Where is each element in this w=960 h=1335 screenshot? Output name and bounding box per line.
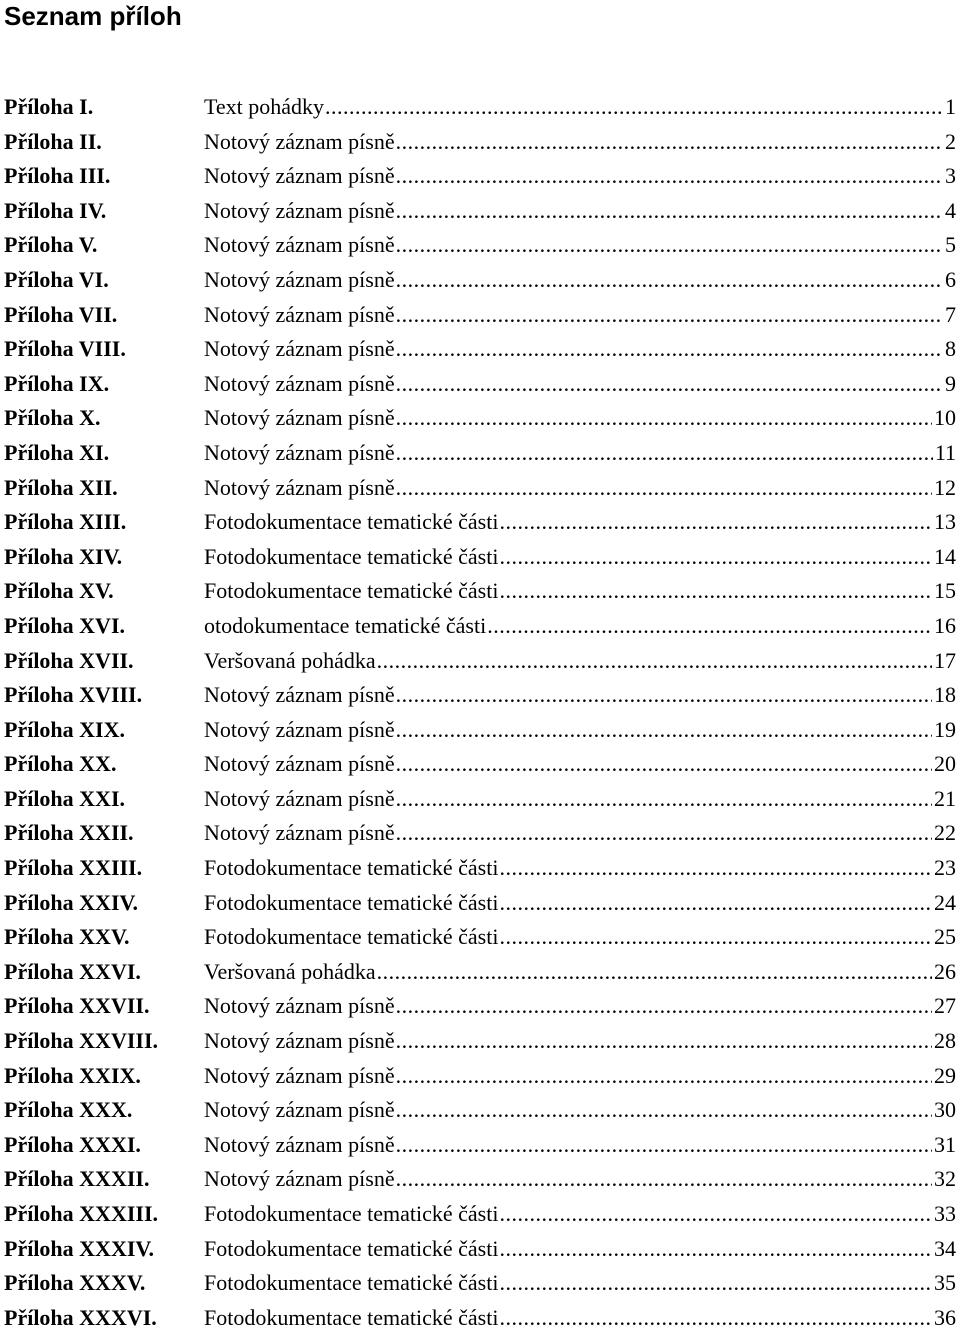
- dot-leader: [396, 298, 943, 333]
- appendix-label: Příloha VII.: [4, 301, 118, 327]
- dot-leader: [396, 782, 932, 817]
- appendix-title: otodokumentace tematické části: [204, 612, 487, 638]
- appendix-label: Příloha VIII.: [4, 336, 126, 362]
- appendix-page-number: 14: [934, 543, 956, 569]
- appendix-label: Příloha XXIV.: [4, 889, 139, 915]
- dot-leader: [499, 1197, 932, 1232]
- appendix-label: Příloha XXVIII.: [4, 1028, 159, 1054]
- appendix-label: Příloha XXVI.: [4, 958, 141, 984]
- appendix-entry: [4, 90, 956, 125]
- appendix-page-number: 11: [934, 439, 956, 465]
- dot-leader: [325, 90, 943, 125]
- appendix-entry: [4, 1024, 956, 1059]
- dot-leader: [377, 644, 932, 679]
- appendix-label: Příloha XXXV.: [4, 1270, 146, 1296]
- appendix-page-number: 27: [934, 993, 956, 1019]
- appendix-title: Notový záznam písně: [204, 336, 395, 362]
- dot-leader: [499, 1301, 932, 1335]
- appendix-entry: [4, 1301, 956, 1335]
- dot-leader: [499, 1266, 932, 1301]
- appendix-label: Příloha III.: [4, 163, 111, 189]
- dot-leader: [396, 401, 932, 436]
- appendix-title: Notový záznam písně: [204, 1097, 395, 1123]
- appendix-label: Příloha XV.: [4, 578, 114, 604]
- appendix-page-number: 22: [934, 820, 956, 846]
- appendix-label: Příloha V.: [4, 232, 98, 258]
- appendix-entry: [4, 332, 956, 367]
- appendix-entry: [4, 1162, 956, 1197]
- appendix-page-number: 25: [934, 924, 956, 950]
- appendix-entry: [4, 298, 956, 333]
- appendix-page-number: 18: [934, 682, 956, 708]
- appendix-title: Notový záznam písně: [204, 1131, 395, 1157]
- dot-leader: [499, 574, 932, 609]
- appendix-label: Příloha XXX.: [4, 1097, 133, 1123]
- appendix-label: Příloha XIV.: [4, 543, 123, 569]
- dot-leader: [499, 540, 932, 575]
- appendix-page-number: 2: [945, 128, 956, 154]
- appendix-label: Příloha XX.: [4, 751, 117, 777]
- appendix-title: Notový záznam písně: [204, 751, 395, 777]
- appendix-page-number: 1: [945, 94, 956, 119]
- appendix-page-number: 10: [934, 405, 956, 431]
- appendix-entry: [4, 471, 956, 506]
- appendix-entry: [4, 886, 956, 921]
- appendix-title: Notový záznam písně: [204, 820, 395, 846]
- appendix-entry: [4, 574, 956, 609]
- appendix-label: Příloha XXV.: [4, 924, 130, 950]
- page-title: Seznam příloh: [4, 1, 182, 31]
- appendix-page-number: 28: [934, 1028, 956, 1054]
- appendix-entry: [4, 436, 956, 471]
- appendix-entry: [4, 367, 956, 402]
- appendix-page-number: 24: [934, 889, 956, 915]
- appendix-title: Notový záznam písně: [204, 1166, 395, 1192]
- appendix-label: Příloha VI.: [4, 266, 109, 292]
- appendix-label: Příloha X.: [4, 405, 101, 431]
- appendix-page-number: 29: [934, 1062, 956, 1088]
- appendix-label: Příloha XXIX.: [4, 1062, 141, 1088]
- appendix-title: Notový záznam písně: [204, 405, 395, 431]
- appendix-title: Notový záznam písně: [204, 163, 395, 189]
- appendix-page-number: 26: [934, 958, 956, 984]
- appendix-entry: [4, 263, 956, 298]
- appendix-entry: [4, 228, 956, 263]
- appendix-title: Fotodokumentace tematické části: [204, 578, 499, 604]
- appendix-list: [4, 90, 956, 1335]
- dot-leader: [396, 125, 943, 160]
- appendix-entry: [4, 609, 956, 644]
- appendix-title: Notový záznam písně: [204, 232, 395, 258]
- appendix-label: Příloha XXXIV.: [4, 1235, 154, 1261]
- appendix-entry: [4, 920, 956, 955]
- appendix-title: Notový záznam písně: [204, 266, 395, 292]
- appendix-label: Příloha XIII.: [4, 509, 127, 535]
- dot-leader: [396, 1128, 932, 1163]
- appendix-label: Příloha XI.: [4, 439, 110, 465]
- appendix-page-number: 12: [934, 474, 956, 500]
- appendix-entry: [4, 1266, 956, 1301]
- appendix-title: Veršovaná pohádka: [204, 647, 376, 673]
- appendix-entry: [4, 540, 956, 575]
- appendix-page-number: 20: [934, 751, 956, 777]
- appendix-label: Příloha XII.: [4, 474, 118, 500]
- appendix-label: Příloha IV.: [4, 197, 107, 223]
- dot-leader: [396, 747, 932, 782]
- dot-leader: [396, 713, 932, 748]
- appendix-entry: [4, 1093, 956, 1128]
- dot-leader: [396, 1162, 932, 1197]
- appendix-title: Notový záznam písně: [204, 301, 395, 327]
- appendix-title: Fotodokumentace tematické části: [204, 509, 499, 535]
- dot-leader: [499, 886, 932, 921]
- dot-leader: [499, 505, 932, 540]
- appendix-title: Notový záznam písně: [204, 785, 395, 811]
- appendix-label: Příloha XXXI.: [4, 1131, 141, 1157]
- appendix-entry: [4, 851, 956, 886]
- appendix-label: Příloha II.: [4, 128, 102, 154]
- appendix-title: Notový záznam písně: [204, 1028, 395, 1054]
- dot-leader: [396, 1093, 932, 1128]
- appendix-entry: [4, 194, 956, 229]
- dot-leader: [396, 471, 932, 506]
- appendix-label: Příloha XXI.: [4, 785, 125, 811]
- appendix-title: Fotodokumentace tematické části: [204, 924, 499, 950]
- appendix-entry: [4, 713, 956, 748]
- appendix-page-number: 34: [934, 1235, 956, 1261]
- appendix-title: Notový záznam písně: [204, 128, 395, 154]
- appendix-title: Notový záznam písně: [204, 370, 395, 396]
- appendix-page-number: 8: [945, 336, 956, 362]
- appendix-page-number: 15: [934, 578, 956, 604]
- appendix-title: Veršovaná pohádka: [204, 958, 376, 984]
- appendix-page-number: 36: [934, 1304, 956, 1330]
- appendix-label: Příloha XVIII.: [4, 682, 143, 708]
- dot-leader: [396, 332, 943, 367]
- dot-leader: [396, 228, 943, 263]
- appendix-entry: [4, 989, 956, 1024]
- appendix-title: Fotodokumentace tematické části: [204, 889, 499, 915]
- appendix-page-number: 35: [934, 1270, 956, 1296]
- appendix-label: Příloha IX.: [4, 370, 110, 396]
- appendix-entry: [4, 125, 956, 160]
- dot-leader: [396, 1024, 932, 1059]
- appendix-entry: [4, 816, 956, 851]
- appendix-label: Příloha XXII.: [4, 820, 134, 846]
- appendix-entry: [4, 505, 956, 540]
- appendix-title: Text pohádky: [204, 94, 325, 119]
- appendix-page-number: 4: [945, 197, 956, 223]
- appendix-page-number: 19: [934, 716, 956, 742]
- appendix-title: Fotodokumentace tematické části: [204, 1304, 499, 1330]
- appendix-page-number: 31: [934, 1131, 956, 1157]
- appendix-label: Příloha XXIII.: [4, 855, 143, 881]
- appendix-label: Příloha XXXVI.: [4, 1304, 157, 1330]
- appendix-title: Notový záznam písně: [204, 1062, 395, 1088]
- appendix-entry: [4, 747, 956, 782]
- appendix-page-number: 6: [945, 266, 956, 292]
- appendix-entry: [4, 782, 956, 817]
- appendix-page-number: 30: [934, 1097, 956, 1123]
- appendix-label: Příloha XXVII.: [4, 993, 150, 1019]
- appendix-page-number: 21: [934, 785, 956, 811]
- appendix-page-number: 9: [945, 370, 956, 396]
- appendix-page-number: 23: [934, 855, 956, 881]
- appendix-entry: [4, 1128, 956, 1163]
- appendix-label: Příloha XXXIII.: [4, 1201, 159, 1226]
- dot-leader: [396, 816, 932, 851]
- appendix-page-number: 3: [945, 163, 956, 189]
- appendix-entry: [4, 644, 956, 679]
- dot-leader: [396, 367, 943, 402]
- dot-leader: [487, 609, 932, 644]
- appendix-label: Příloha XVII.: [4, 647, 134, 673]
- appendix-entry: [4, 401, 956, 436]
- appendix-title: Notový záznam písně: [204, 197, 395, 223]
- appendix-page-number: 16: [934, 612, 956, 638]
- dot-leader: [396, 194, 943, 229]
- appendix-title: Fotodokumentace tematické části: [204, 1201, 499, 1226]
- appendix-title: Notový záznam písně: [204, 993, 395, 1019]
- appendix-page-number: 7: [945, 301, 956, 327]
- dot-leader: [396, 678, 932, 713]
- appendix-entry: [4, 955, 956, 990]
- appendix-title: Notový záznam písně: [204, 716, 395, 742]
- appendix-title: Notový záznam písně: [204, 474, 395, 500]
- dot-leader: [396, 1059, 932, 1094]
- dot-leader: [396, 989, 932, 1024]
- appendix-page-number: 33: [934, 1201, 956, 1226]
- appendix-label: Příloha XIX.: [4, 716, 125, 742]
- dot-leader: [499, 851, 932, 886]
- appendix-entry: [4, 159, 956, 194]
- dot-leader: [499, 1232, 932, 1267]
- appendix-title: Fotodokumentace tematické části: [204, 1270, 499, 1296]
- appendix-entry: [4, 678, 956, 713]
- appendix-page-number: 32: [934, 1166, 956, 1192]
- appendix-title: Fotodokumentace tematické části: [204, 543, 499, 569]
- appendix-title: Notový záznam písně: [204, 439, 395, 465]
- appendix-entry: [4, 1197, 956, 1232]
- appendix-title: Fotodokumentace tematické části: [204, 1235, 499, 1261]
- dot-leader: [396, 436, 933, 471]
- appendix-label: Příloha XXXII.: [4, 1166, 150, 1192]
- appendix-label: Příloha I.: [4, 94, 94, 119]
- appendix-page-number: 13: [934, 509, 956, 535]
- appendix-label: Příloha XVI.: [4, 612, 125, 638]
- appendix-title: Notový záznam písně: [204, 682, 395, 708]
- appendix-page-number: 17: [934, 647, 956, 673]
- dot-leader: [377, 955, 932, 990]
- appendix-page-number: 5: [945, 232, 956, 258]
- dot-leader: [396, 263, 943, 298]
- appendix-title: Fotodokumentace tematické části: [204, 855, 499, 881]
- appendix-entry: [4, 1232, 956, 1267]
- dot-leader: [396, 159, 943, 194]
- appendix-entry: [4, 1059, 956, 1094]
- dot-leader: [499, 920, 932, 955]
